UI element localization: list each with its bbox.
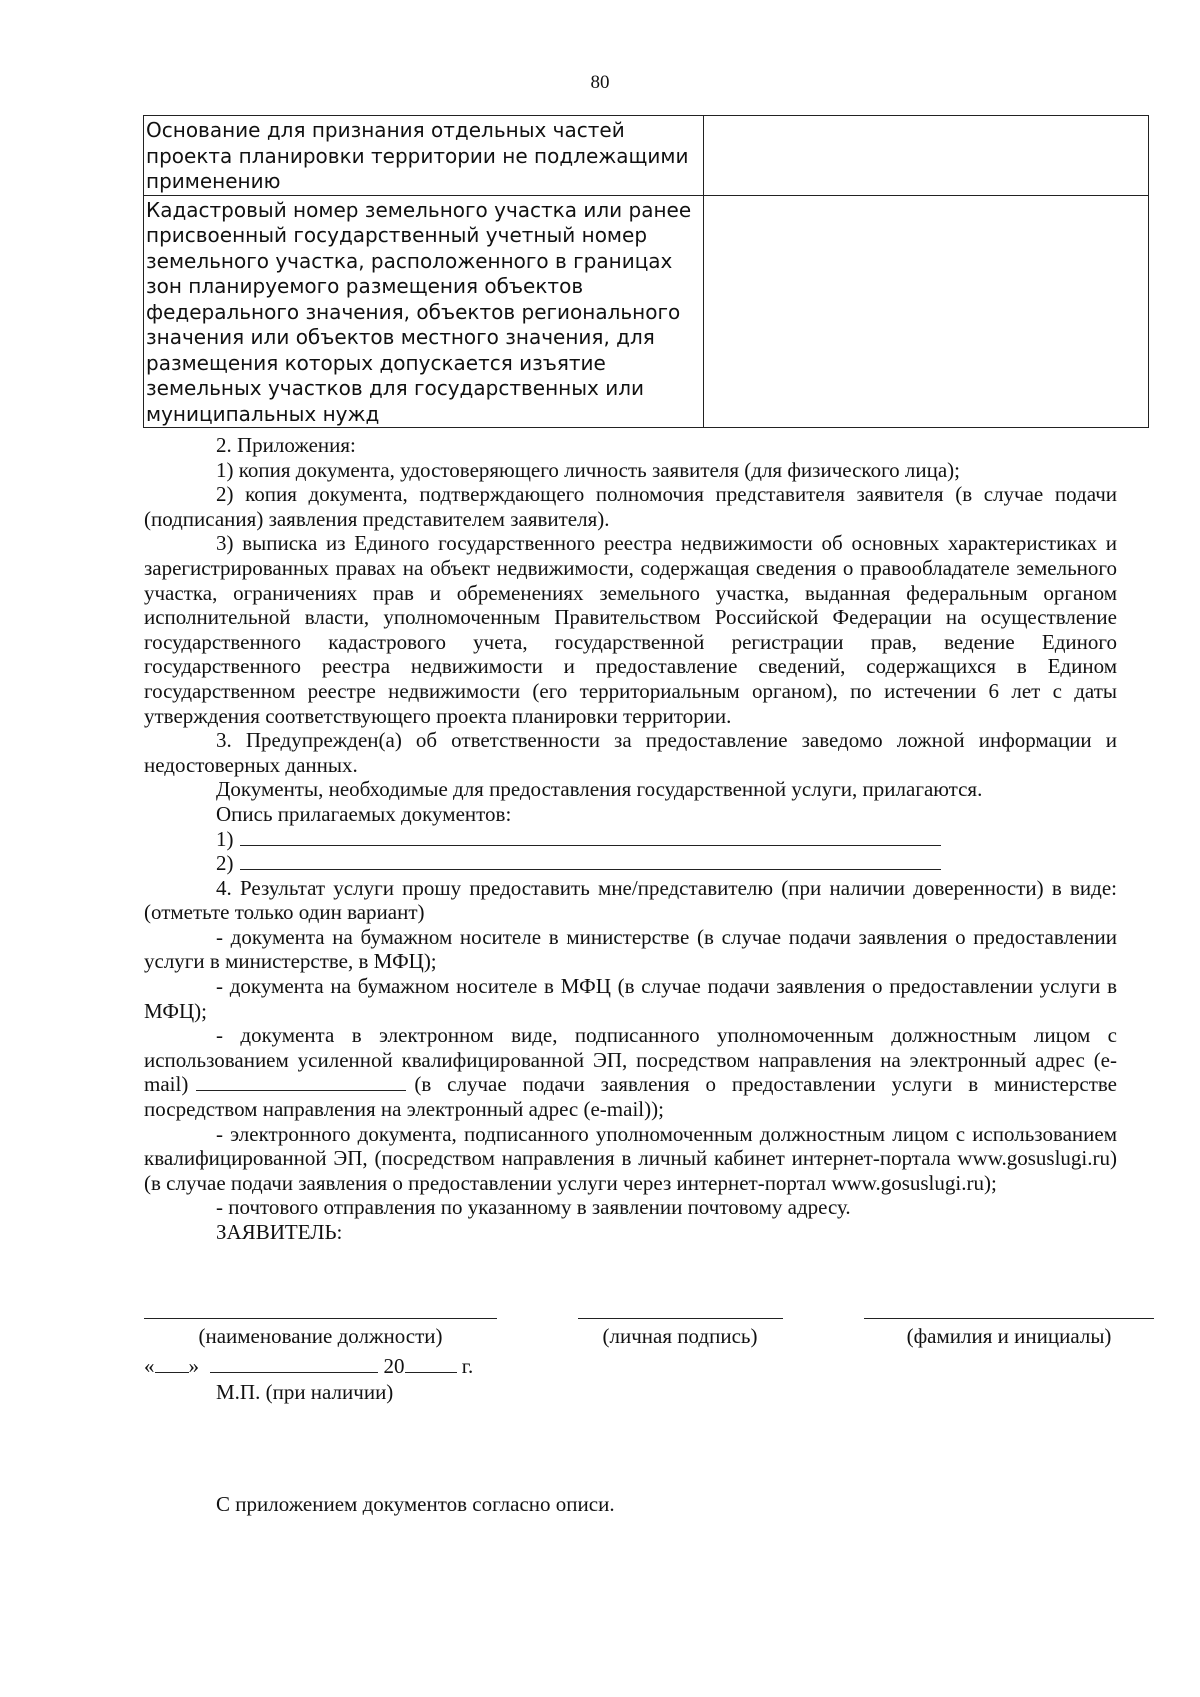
applicant-heading: ЗАЯВИТЕЛЬ: bbox=[216, 1220, 343, 1244]
table-cell-label: Кадастровый номер земельного участка или ранее присвоенный государственный учетный номер земельного участка, расположенного в границах зон планируемого размещения объектов федерального значения, объектов регионального значения или объектов местного значения, для размещения которых допускается изъятие земельных участков для государственных или муниципальных нужд bbox=[144, 195, 704, 428]
paragraph: 3. Предупрежден(а) об ответственности за предоставление заведомо ложной информации и недостоверных данных. bbox=[144, 728, 1117, 777]
footer-text: С приложением документов согласно описи. bbox=[216, 1492, 615, 1516]
date-day-input[interactable] bbox=[155, 1356, 189, 1373]
attachment-input-2[interactable] bbox=[240, 851, 941, 870]
date-month-input[interactable] bbox=[210, 1356, 378, 1373]
document-body bbox=[144, 433, 1117, 1245]
table-row bbox=[144, 195, 1149, 428]
option-gosuslugi[interactable]: - электронного документа, подписанного уполномоченным должностным лицом с использованием квалифицированной ЭП, (посредством направления в личный кабинет интернет-портала www.gosuslugi.ru) (в случае подачи заявления о предоставлении услуги через интернет-портал www.gosuslugi.ru); bbox=[144, 1121, 1117, 1195]
email-input[interactable] bbox=[196, 1072, 406, 1091]
date-year-prefix: 20 bbox=[383, 1354, 405, 1378]
signature-caption: (личная подпись) bbox=[602, 1324, 758, 1348]
date-line bbox=[144, 1354, 473, 1379]
option-paper-ministry[interactable]: - документа на бумажном носителе в министерстве (в случае подачи заявления о предоставлении услуги в министерстве, в МФЦ); bbox=[144, 924, 1117, 974]
attachment-line-2 bbox=[144, 851, 1117, 876]
info-table bbox=[143, 115, 1149, 428]
paragraph: Опись прилагаемых документов: bbox=[216, 801, 512, 826]
option-email-text: - документа в электронном виде, подписанного уполномоченным должностным лицом с использованием усиленной квалифицированной ЭП, посредством направления на электронный адрес (e-mail) bbox=[144, 1023, 1117, 1097]
signature-line[interactable] bbox=[578, 1318, 783, 1319]
table-cell-label: Основание для признания отдельных частей проекта планировки территории не подлежащими применению bbox=[144, 116, 704, 196]
attachment-line-1 bbox=[144, 827, 1117, 852]
paragraph: Документы, необходимые для предоставления государственной услуги, прилагаются. bbox=[216, 777, 983, 802]
date-year-input[interactable] bbox=[405, 1356, 457, 1373]
table-cell-value[interactable] bbox=[703, 195, 1148, 428]
option-paper-mfc[interactable]: - документа на бумажном носителе в МФЦ (в случае подачи заявления о предоставлении услуги в МФЦ); bbox=[144, 974, 1117, 1023]
paragraph: 2. Приложения: bbox=[216, 433, 356, 457]
position-line[interactable] bbox=[144, 1318, 497, 1319]
page-number: 80 bbox=[590, 72, 610, 93]
date-suffix: г. bbox=[461, 1354, 474, 1378]
position-caption: (наименование должности) bbox=[198, 1324, 443, 1348]
stamp-label: М.П. (при наличии) bbox=[216, 1380, 394, 1404]
table-row bbox=[144, 116, 1149, 196]
option-email-text-2: (в случае подачи заявления о предоставлении услуги в министерстве посредством направления на электронный адрес (e-mail)); bbox=[144, 1072, 1117, 1122]
name-caption: (фамилия и инициалы) bbox=[906, 1324, 1112, 1348]
table-cell-value[interactable] bbox=[703, 116, 1148, 196]
list-number: 2) bbox=[216, 851, 234, 876]
date-close-quote: » bbox=[188, 1354, 199, 1378]
date-open-quote: « bbox=[144, 1354, 155, 1378]
attachment-input-1[interactable] bbox=[240, 827, 941, 846]
paragraph: 4. Результат услуги прошу предоставить мне/представителю (при наличии доверенности) в виде: (отметьте только один вариант) bbox=[144, 875, 1117, 925]
name-line[interactable] bbox=[864, 1318, 1154, 1319]
paragraph: 2) копия документа, подтверждающего полномочия представителя заявителя (в случае подачи (подписания) заявления представителем заявителя). bbox=[144, 482, 1117, 531]
paragraph: 1) копия документа, удостоверяющего личность заявителя (для физического лица); bbox=[216, 457, 961, 482]
list-number: 1) bbox=[216, 826, 234, 851]
option-email[interactable] bbox=[144, 1023, 1117, 1121]
paragraph: 3) выписка из Единого государственного реестра недвижимости об основных характеристиках и зарегистрированных правах на объект недвижимости, содержащая сведения о правообладателе земельного участка, ограничениях прав и обременениях земельного участка, выданная федеральным органом исполнительной власти, уполномоченным Правительством Российской Федерации на осуществление государственного кадастрового учета, государственной регистрации прав, ведение Единого государственного реестра недвижимости и предоставление сведений, содержащихся в Едином государственном реестре недвижимости (его территориальным органом), по истечении 6 лет с даты утверждения соответствующего проекта планировки территории. bbox=[144, 531, 1117, 728]
option-post[interactable]: - почтового отправления по указанному в заявлении почтовому адресу. bbox=[216, 1195, 851, 1220]
